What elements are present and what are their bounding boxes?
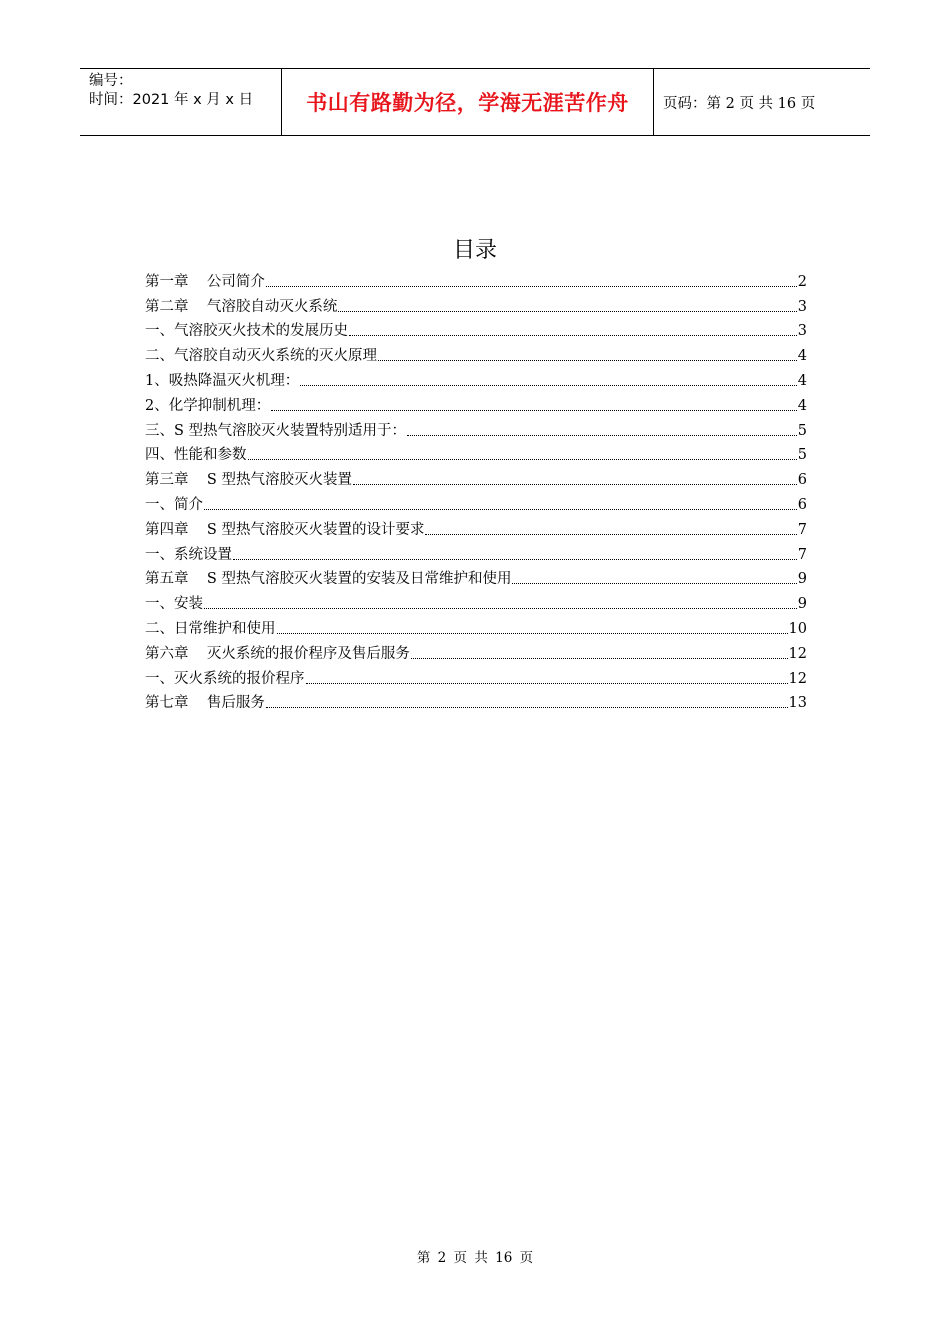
toc-leader-dots bbox=[300, 385, 797, 386]
toc-entry[interactable] bbox=[145, 267, 807, 292]
toc-entry-page: 5 bbox=[797, 422, 807, 439]
toc-entry[interactable] bbox=[145, 465, 807, 490]
toc-entry[interactable] bbox=[145, 540, 807, 565]
toc-leader-dots bbox=[271, 410, 797, 411]
toc-entry[interactable] bbox=[145, 639, 807, 664]
toc-leader-dots bbox=[266, 707, 788, 708]
header-middle-cell bbox=[281, 69, 654, 135]
toc-leader-dots bbox=[306, 683, 788, 684]
toc-entry-text: 一、安装 bbox=[145, 596, 203, 613]
toc-leader-dots bbox=[349, 335, 797, 336]
toc-leader-dots bbox=[411, 658, 788, 659]
toc-entry[interactable] bbox=[145, 441, 807, 466]
toc-entry-text: 第一章 公司简介 bbox=[145, 273, 265, 290]
toc-entry-text: 第七章 售后服务 bbox=[145, 695, 265, 712]
document-number-label: 编号： bbox=[89, 73, 133, 89]
toc-entry[interactable] bbox=[145, 589, 807, 614]
toc-entry-page: 9 bbox=[797, 571, 807, 588]
toc-entry-page: 6 bbox=[797, 472, 807, 489]
toc-entry-page: 6 bbox=[797, 496, 807, 513]
toc-entry-page: 10 bbox=[788, 620, 807, 637]
toc-entry[interactable] bbox=[145, 664, 807, 689]
toc-leader-dots bbox=[248, 459, 797, 460]
toc-entry-page: 3 bbox=[797, 323, 807, 340]
toc-entry[interactable] bbox=[145, 565, 807, 590]
toc-entry[interactable] bbox=[145, 416, 807, 441]
toc-entry-page: 9 bbox=[797, 596, 807, 613]
toc-leader-dots bbox=[204, 608, 797, 609]
header-right-cell bbox=[654, 69, 870, 135]
toc-entry-text: 四、性能和参数 bbox=[145, 447, 247, 464]
toc-leader-dots bbox=[407, 435, 797, 436]
toc-entry-text: 第四章 S 型热气溶胶灭火装置的设计要求 bbox=[145, 521, 425, 538]
toc-title: 目录 bbox=[452, 238, 497, 263]
page-footer: 第 2 页 共 16 页 bbox=[416, 1250, 534, 1266]
toc-leader-dots bbox=[204, 509, 797, 510]
toc-entry-text: 一、系统设置 bbox=[145, 546, 232, 563]
toc-entry-text: 三、S 型热气溶胶灭火装置特别适用于： bbox=[145, 422, 407, 439]
toc-entry-text: 一、简介 bbox=[145, 496, 203, 513]
toc-leader-dots bbox=[233, 559, 797, 560]
toc-entry-page: 7 bbox=[797, 521, 807, 538]
header-motto: 书山有路勤为径，学海无涯苦作舟 bbox=[306, 91, 629, 115]
toc-entry[interactable] bbox=[145, 614, 807, 639]
toc-entry-text: 第五章 S 型热气溶胶灭火装置的安装及日常维护和使用 bbox=[145, 571, 512, 588]
toc-entry-page: 4 bbox=[797, 397, 807, 414]
toc-entry[interactable] bbox=[145, 366, 807, 391]
toc-entry[interactable] bbox=[145, 341, 807, 366]
page-header bbox=[80, 68, 870, 136]
toc-leader-dots bbox=[378, 360, 797, 361]
toc-entry[interactable] bbox=[145, 391, 807, 416]
toc-entry-text: 二、日常维护和使用 bbox=[145, 620, 276, 637]
toc-entry[interactable] bbox=[145, 292, 807, 317]
toc-entry[interactable] bbox=[145, 515, 807, 540]
toc-entry-text: 第三章 S 型热气溶胶灭火装置 bbox=[145, 472, 352, 489]
toc-entry-page: 4 bbox=[797, 372, 807, 389]
toc-entry-text: 一、气溶胶灭火技术的发展历史 bbox=[145, 323, 348, 340]
toc-entry-page: 12 bbox=[788, 645, 807, 662]
toc-entry-page: 2 bbox=[797, 273, 807, 290]
toc-entry-page: 5 bbox=[797, 447, 807, 464]
toc-entry-text: 一、灭火系统的报价程序 bbox=[145, 670, 305, 687]
toc-leader-dots bbox=[512, 583, 796, 584]
toc-entry[interactable] bbox=[145, 317, 807, 342]
toc-entry-text: 2、化学抑制机理： bbox=[145, 397, 271, 414]
toc-entry-page: 12 bbox=[788, 670, 807, 687]
toc-entry-text: 1、吸热降温灭火机理： bbox=[145, 372, 300, 389]
toc-entry-page: 7 bbox=[797, 546, 807, 563]
toc-entry[interactable] bbox=[145, 689, 807, 714]
toc-leader-dots bbox=[266, 286, 797, 287]
toc-leader-dots bbox=[353, 484, 797, 485]
header-left-cell bbox=[80, 69, 281, 135]
toc-leader-dots bbox=[277, 633, 788, 634]
toc-entry-text: 二、气溶胶自动灭火系统的灭火原理 bbox=[145, 348, 377, 365]
toc-entry-text: 第六章 灭火系统的报价程序及售后服务 bbox=[145, 645, 410, 662]
toc-leader-dots bbox=[338, 311, 796, 312]
toc-entry-text: 第二章 气溶胶自动灭火系统 bbox=[145, 298, 338, 315]
toc-entry-page: 13 bbox=[788, 695, 807, 712]
toc-entry-page: 4 bbox=[797, 348, 807, 365]
toc-leader-dots bbox=[425, 534, 796, 535]
toc-entry[interactable] bbox=[145, 490, 807, 515]
document-time-label: 时间：2021 年 x 月 x 日 bbox=[89, 92, 254, 108]
table-of-contents bbox=[145, 267, 807, 713]
toc-entry-page: 3 bbox=[797, 298, 807, 315]
header-page-info: 页码：第 2 页 共 16 页 bbox=[663, 95, 816, 112]
